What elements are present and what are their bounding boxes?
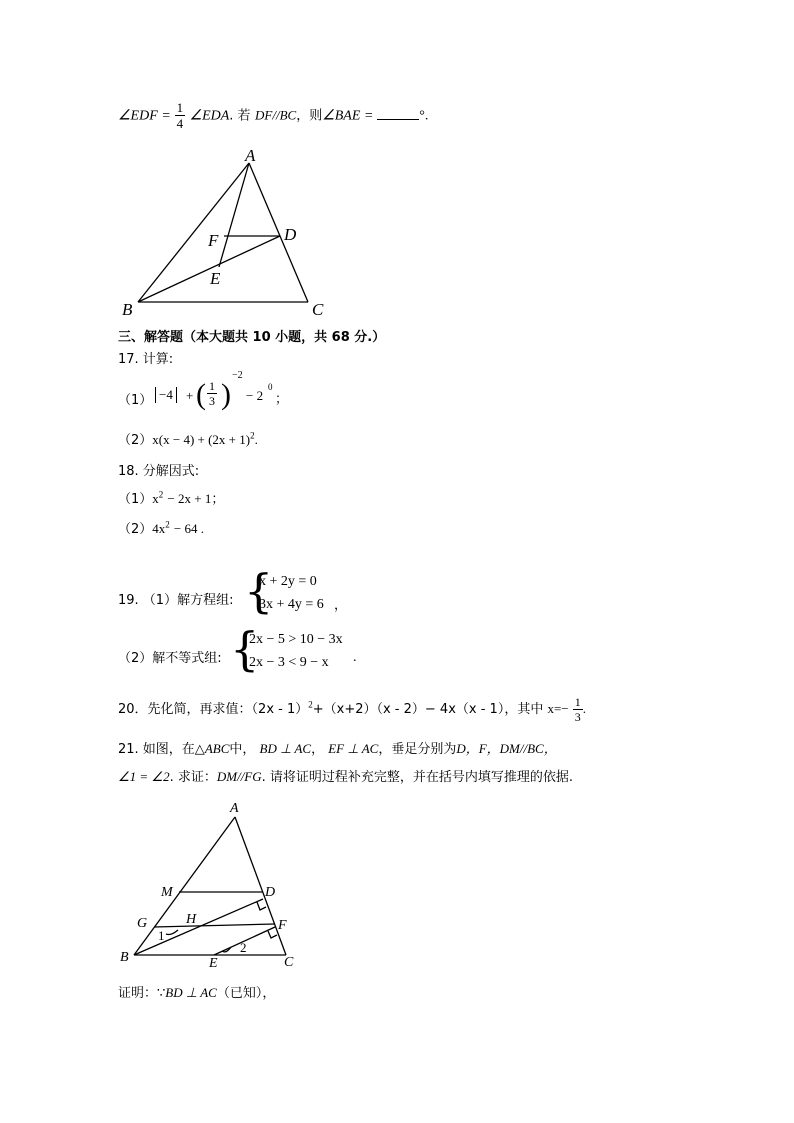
q19-brace2: { [230,622,260,676]
q17-p1-end: ； [275,392,289,407]
q16-fraction [175,101,186,130]
q16-tail: °. [419,108,429,124]
fig2-label-2: 2 [240,940,247,955]
q20-text: 20．先化简，再求值：（2x - 1） [118,702,309,717]
q16-frac-num: 1 [176,100,184,115]
q17-p2-end: . [254,432,258,447]
q17-p1-label: （1） [118,393,153,408]
q19-eq2: 3x + 4y = 6 [259,597,324,612]
q17-p2-label: （2） [118,433,153,448]
q18-p2-label: （2） [118,522,153,537]
proof-reason: （已知）， [216,986,276,1001]
fig2-label-f: F [278,918,287,933]
fig2-line-ab [134,817,235,955]
q18-p2-rest: − 64 . [173,521,205,536]
q17-p1-abs: −4 [155,387,177,403]
q16-angle-bae: ∠BAE [322,108,361,124]
q17-part2 [118,429,258,448]
proof-bd-ac: BD ⊥ AC [165,985,217,1000]
q17-p1-rparen: ) [221,378,231,411]
q19-ineq-end: . [353,650,357,665]
q19-ineq1: 2x − 5 > 10 − 3x [249,632,343,647]
fig2-label-a: A [230,801,239,816]
q16-line [118,101,428,130]
q17-p1-frac [207,380,217,407]
q19-p2-prefix: （2）解不等式组: [118,651,222,666]
q21-line1 [118,738,557,757]
q20-text2: +（x+2）（x - 2）− 4x（x - 1），其中 [312,702,544,717]
q21-line1-b: 中， [229,742,256,757]
q19-ineq2: 2x − 3 < 9 − x [249,655,329,670]
q20-exp: 2 [308,699,313,710]
q21-line1-a: 21. 如图，在△ [118,742,205,757]
q18-p1-rest: − 2x + 1； [167,491,225,506]
fig1-label-c: C [312,300,324,319]
q21-ef-ac: EF ⊥ AC [328,741,379,756]
fig2-right-angle-d [257,902,266,910]
q17-p2-exp: 2 [250,430,255,441]
q16-frac-den: 4 [176,116,184,131]
section-3-title: 三、解答题（本大题共 10 小题，共 68 分.） [118,330,386,345]
q18-p1-x: x [152,491,159,506]
q20-line [118,696,586,723]
q19-eq-end: ， [334,598,348,613]
fig1-line-ae [219,163,249,267]
fig2-label-m: M [161,885,173,900]
q20-frac-den: 3 [574,710,581,724]
q17-p1-exp: −2 [232,370,243,381]
fig2-label-e: E [209,956,218,971]
q18-title: 18. 分解因式: [118,464,200,479]
fig2-angle1-arc [166,930,178,935]
q21-line2 [118,766,573,785]
q16-angle-eda: ∠EDA [189,108,230,124]
q21-dm-fg: DM//FG [216,769,262,784]
proof-start: 证明：∵ [118,986,166,1001]
fig2-label-d: D [265,885,276,900]
q19-brace1: { [244,564,274,618]
q16-angle-edf: ∠EDF [118,108,158,124]
q18-p2-exp: 2 [165,519,170,530]
q17-title: 17. 计算: [118,352,174,367]
q17-p1-frac-den: 3 [209,394,215,408]
q16-then-text: ，则 [296,108,323,124]
q17-p1-plus: + [186,388,194,403]
fig2-label-h: H [186,912,197,927]
fig1-line-ab [138,163,249,302]
fig1-label-d: D [284,225,297,244]
fig1-label-a: A [245,146,256,165]
q18-p2-4x: 4x [152,521,166,536]
q18-p1-exp: 2 [158,489,164,500]
proof-line [118,982,275,1001]
fig2-label-b: B [120,950,129,965]
q18-part2 [118,518,204,537]
q17-p1-exp0: 0 [268,382,273,392]
q21-abc: ABC [204,741,230,756]
q21-angles: ∠1 = ∠2 [118,769,170,784]
figure-triangle-proof [116,796,306,972]
q21-line2-a: . 求证： [169,770,217,785]
q21-comma1: ， [311,742,325,757]
q17-p1-lparen: ( [196,378,206,411]
fig2-label-1: 1 [158,928,165,943]
q20-frac-num: 1 [574,695,581,709]
q17-p1-frac-num: 1 [209,379,215,393]
fig1-label-b: B [122,300,133,319]
fig1-line-ac [249,163,308,302]
q16-equals: = [162,108,171,124]
q19-eq1: x + 2y = 0 [259,574,317,589]
q18-part1 [118,488,224,507]
q17-p2-expr: x(x − 4) + (2x + 1) [152,432,251,447]
fig2-line-gf [154,924,275,927]
q20-frac [573,696,583,723]
q16-condition: DF//BC [255,107,297,123]
fig2-label-g: G [137,916,148,931]
figure-triangle-abc [112,142,342,322]
fig2-label-c: C [284,955,294,970]
q16-equals2: = [364,108,373,124]
q21-dfs: D，F，DM//BC， [456,741,557,756]
q19-p1-prefix: 19. （1）解方程组: [118,593,234,608]
q20-x: x=− [547,701,569,716]
q16-answer-blank[interactable] [377,107,419,120]
q21-line1-c: ，垂足分别为 [378,742,457,757]
q21-line2-b: . 请将证明过程补充完整，并在括号内填写推理的依据. [261,770,574,785]
fig1-label-e: E [210,269,221,288]
q17-p1-minus: − 2 [246,388,264,403]
fig1-label-f: F [208,231,219,250]
q16-if-text: . 若 [229,108,251,124]
q18-p1-label: （1） [118,492,153,507]
fig2-right-angle-f [268,931,277,938]
q20-end: . [582,701,587,716]
q21-bd-ac: BD ⊥ AC [259,741,312,756]
